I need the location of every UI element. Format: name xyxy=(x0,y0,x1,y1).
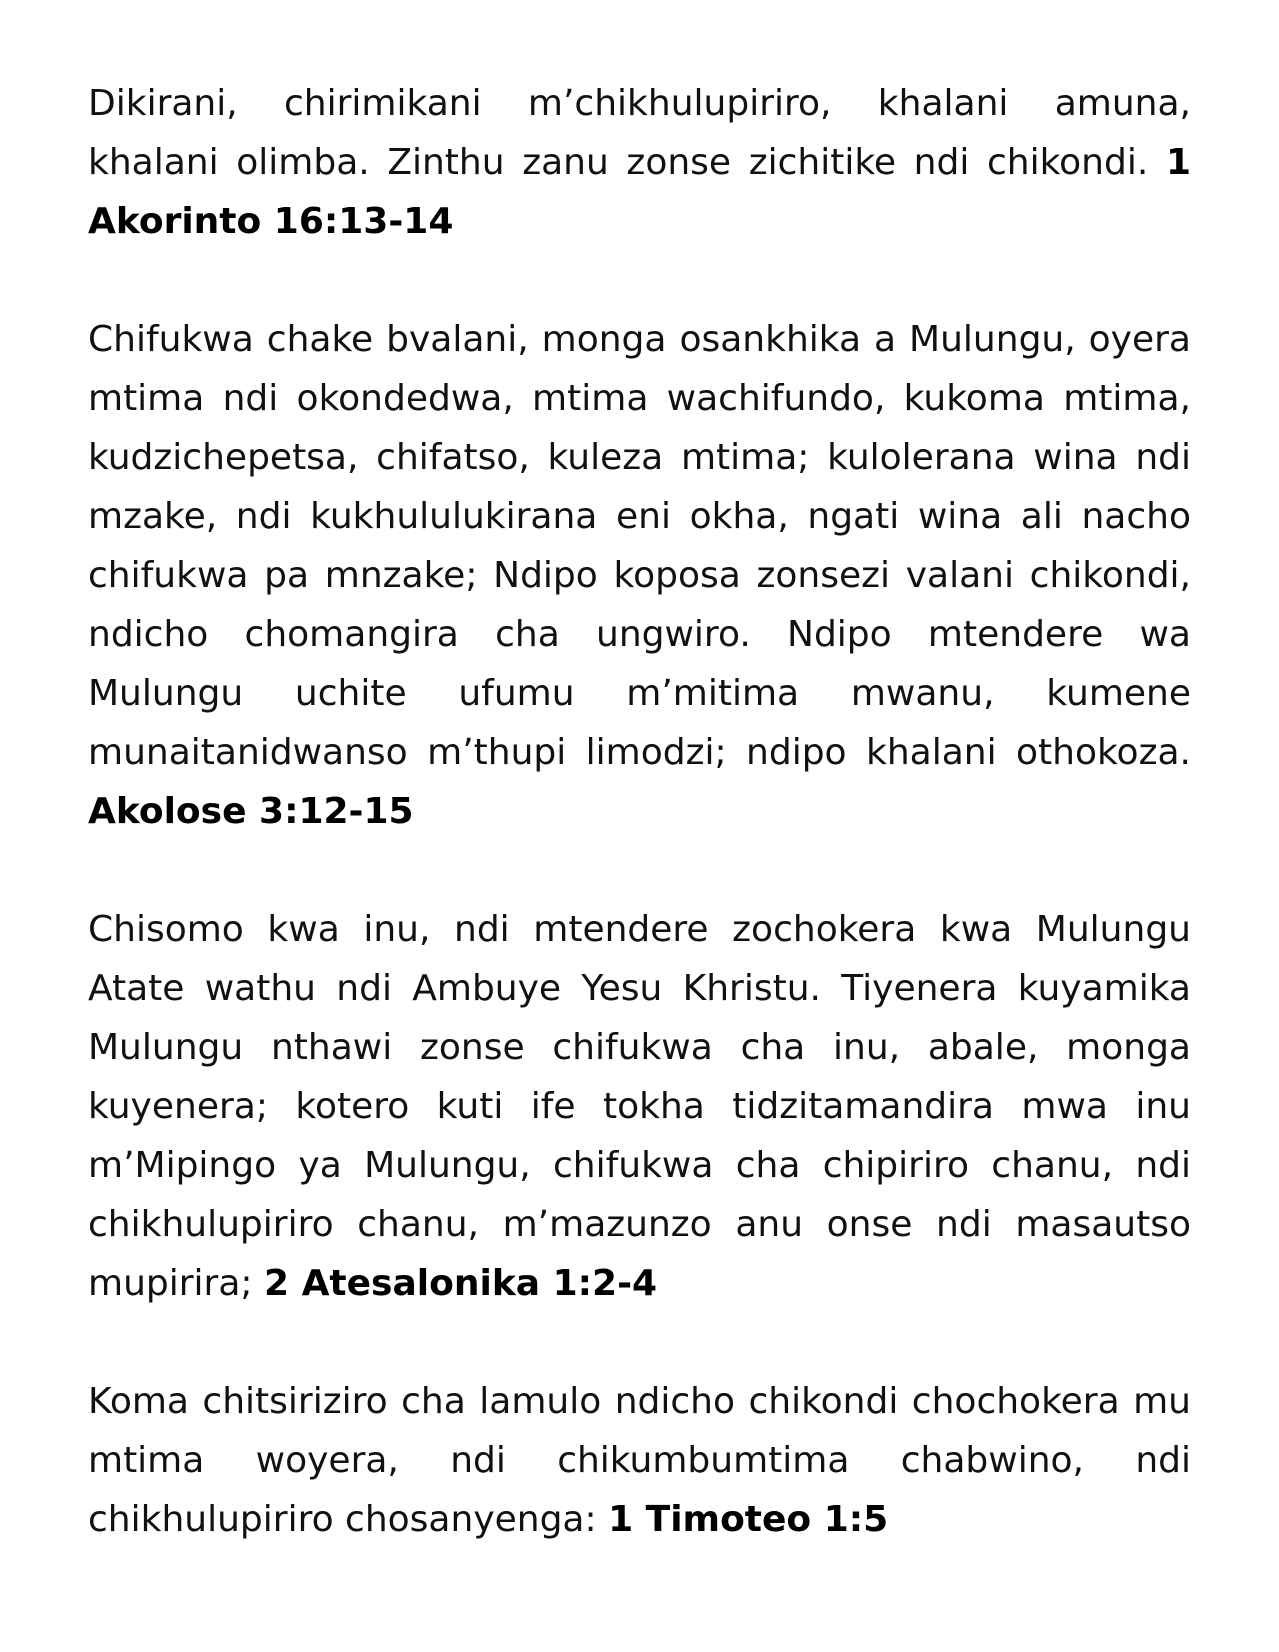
document-page xyxy=(88,74,1191,1549)
passage xyxy=(88,1372,1191,1549)
passage xyxy=(88,310,1191,841)
scripture-reference: 1 Akorinto 16:13-14 xyxy=(88,142,1191,242)
scripture-reference: Akolose 3:12-15 xyxy=(88,791,414,832)
scripture-reference: 2 Atesalonika 1:2-4 xyxy=(263,1263,658,1304)
passage-text: Chisomo kwa inu, ndi mtendere zochokera kwa Mulungu Atate wathu ndi Ambuye Yesu Khristu. Tiyenera kuyamika Mulungu nthawi zonse chifukwa cha inu, abale, monga kuyenera; kotero kuti ife tokha tidzitamandira mwa inu m’Mipingo ya Mulungu, chifukwa cha chipiriro chanu, ndi chikhulupiriro chanu, m’mazunzo anu onse ndi masautso mupirira; xyxy=(88,909,1191,1304)
passage xyxy=(88,900,1191,1313)
passage-text: Dikirani, chirimikani m’chikhulupiriro, khalani amuna, khalani olimba. Zinthu zanu zonse zichitike ndi chikondi. xyxy=(88,83,1191,183)
passage-text: Chifukwa chake bvalani, monga osankhika a Mulungu, oyera mtima ndi okondedwa, mtima wachifundo, kukoma mtima, kudzichepetsa, chifatso, kuleza mtima; kulolerana wina ndi mzake, ndi kukhululukirana eni okha, ngati wina ali nacho chifukwa pa mnzake; Ndipo koposa zonsezi valani chikondi, ndicho chomangira cha ungwiro. Ndipo mtendere wa Mulungu uchite ufumu m’mitima mwanu, kumene munaitanidwanso m’thupi limodzi; ndipo khalani othokoza. xyxy=(88,319,1191,773)
passage xyxy=(88,74,1191,251)
passage-text: Koma chitsiriziro cha lamulo ndicho chikondi chochokera mu mtima woyera, ndi chikumbumtima chabwino, ndi chikhulupiriro chosanyenga: xyxy=(88,1381,1191,1540)
scripture-reference: 1 Timoteo 1:5 xyxy=(608,1499,889,1540)
